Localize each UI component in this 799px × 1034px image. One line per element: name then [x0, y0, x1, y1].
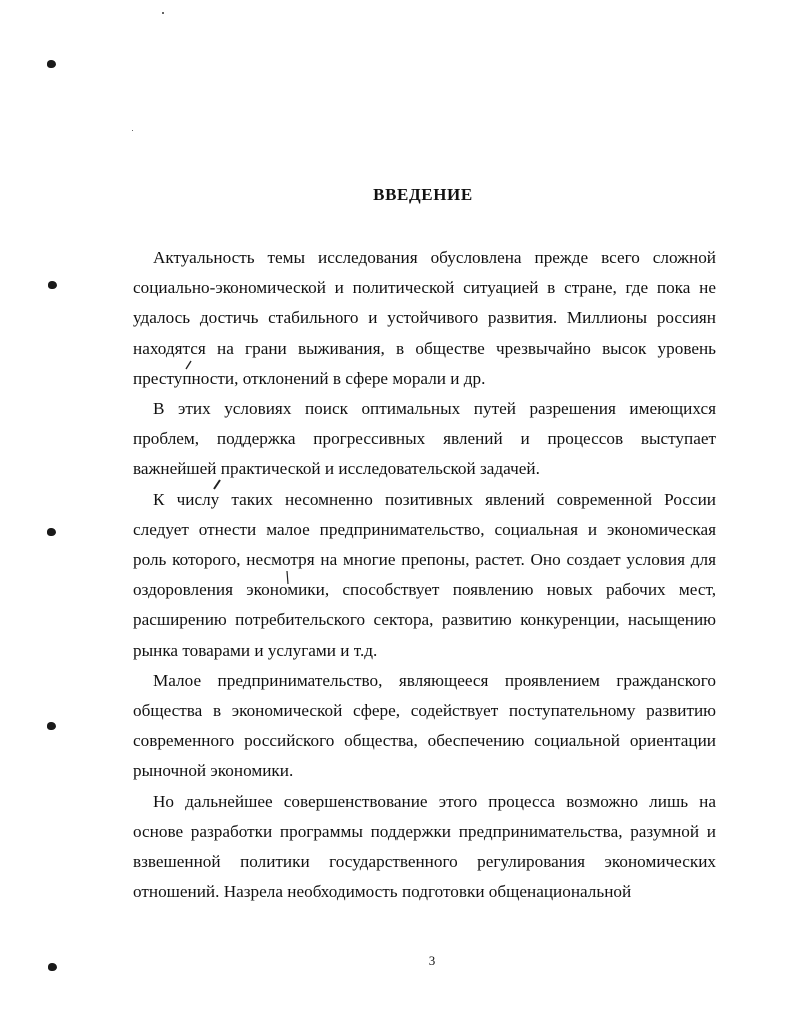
scan-speck [162, 12, 164, 14]
paragraph: К числу таких несомненно позитивных явлений современной России следует отнести малое предпринимательство, социальная и экономическая роль которого, несмотря на многие препоны, растет. Оно создает условия для оздоровления экономики, способствует появлению новых рабочих мест, расширению потребительского сектора, развитию конкуренции, насыщению рынка товарами и услугами и т.д. [133, 489, 716, 660]
page-title: ВВЕДЕНИЕ [373, 185, 473, 204]
paragraph: Малое предпринимательство, являющееся проявлением гражданского общества в экономической сфере, содействует поступательному развитию современного российского общества, обеспечению социальной ориентации рыночной экономики. [133, 670, 716, 781]
binding-hole-mark [48, 281, 57, 289]
scan-speck [132, 130, 133, 131]
binding-hole-mark [47, 722, 56, 730]
binding-hole-mark [47, 528, 56, 536]
paragraph: В этих условиях поиск оптимальных путей разрешения имеющихся проблем, поддержка прогрессивных явлений и процессов выступает важнейшей практической и исследовательской задачей. [133, 399, 716, 479]
paragraph: Но дальнейшее совершенствование этого процесса возможно лишь на основе разработки программы поддержки предпринимательства, разумной и взвешенной политики государственного регулирования экономических отношений. Назрела необходимость подготовки общенациональной [133, 791, 716, 902]
paragraph: Актуальность темы исследования обусловлена прежде всего сложной социально-экономической и политической ситуацией в стране, где пока не удалось достичь стабильного и устойчивого развития. Миллионы россиян находятся на грани выживания, в обществе чрезвычайно высок уровень преступности, отклонений в сфере морали и др. [133, 248, 716, 388]
body-text [133, 243, 716, 907]
binding-hole-mark [48, 963, 57, 971]
binding-hole-mark [47, 60, 56, 68]
page-number: 3 [428, 953, 436, 968]
